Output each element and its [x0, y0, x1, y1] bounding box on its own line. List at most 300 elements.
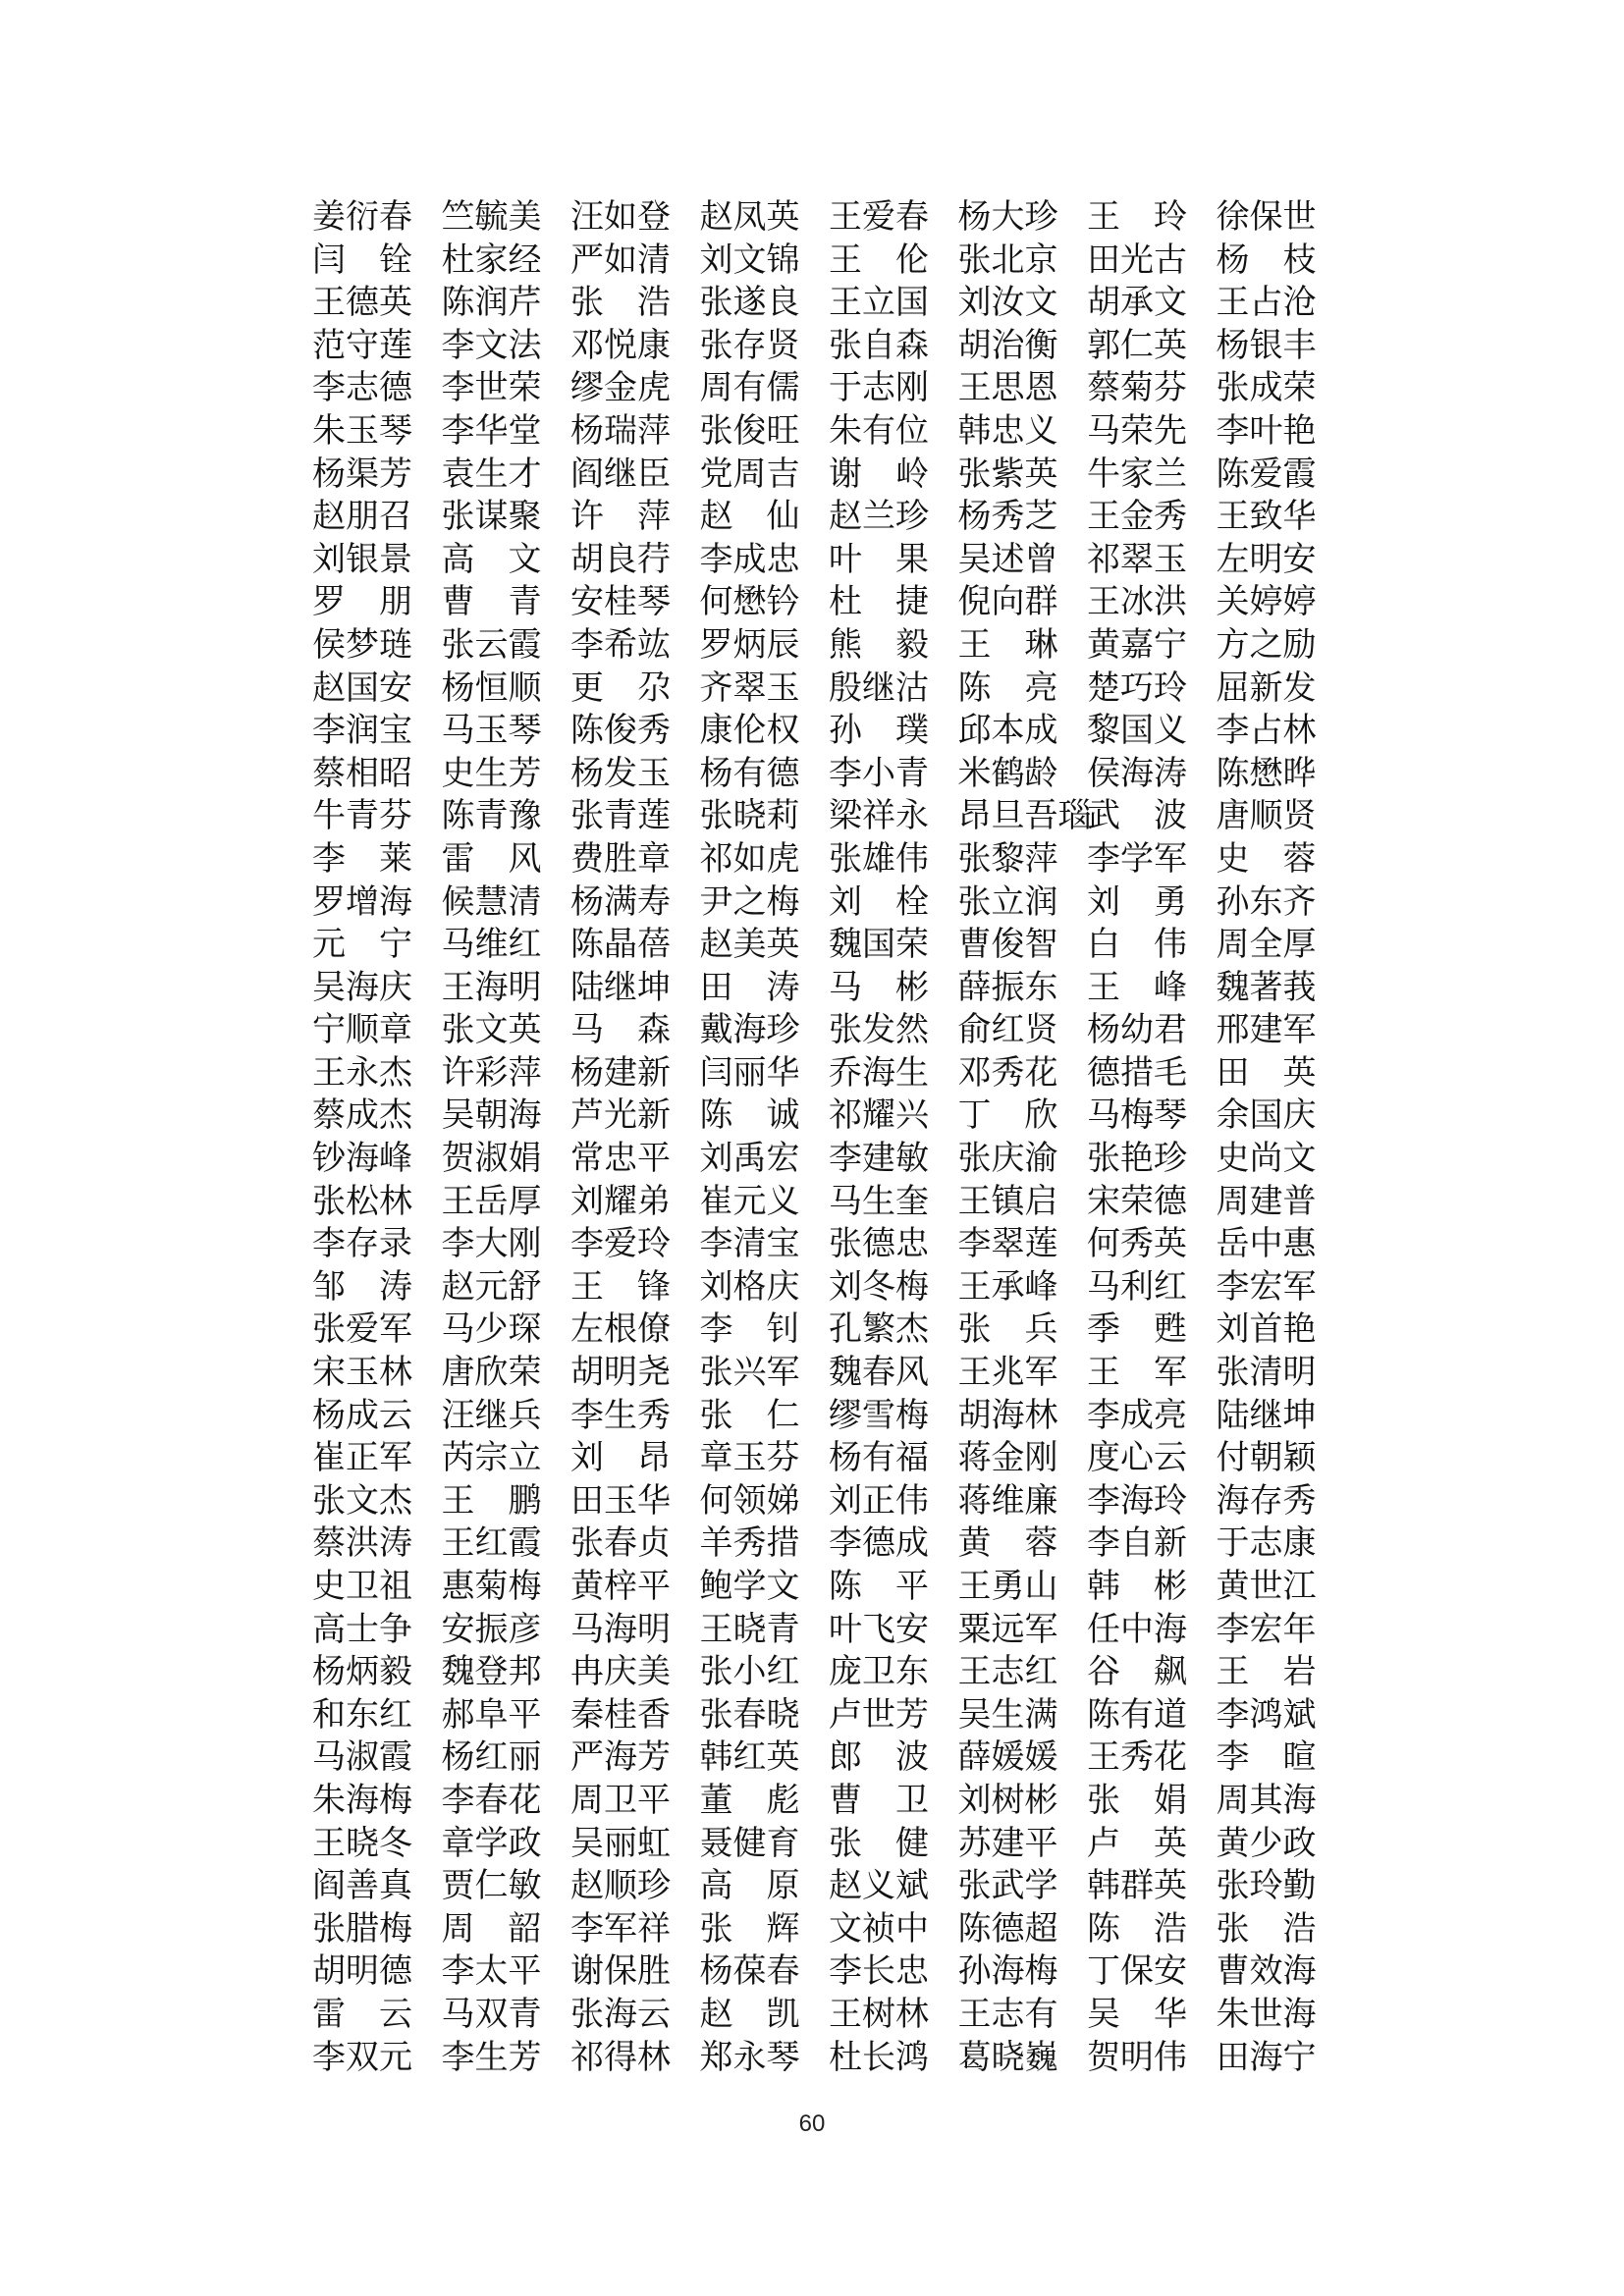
name-entry: 孙 璞 [829, 711, 929, 751]
name-entry: 张 紫 英 [957, 454, 1058, 494]
name-entry: 和 东 红 [312, 1694, 412, 1735]
name-entry: 李 世 荣 [441, 368, 542, 408]
name-entry: 张 浩 [570, 283, 671, 323]
name-entry: 唐 欣 荣 [441, 1353, 542, 1393]
name-entry: 于 志 刚 [829, 368, 929, 408]
name-entry: 李 钊 [699, 1309, 800, 1350]
name-entry: 徐 保 世 [1216, 197, 1317, 237]
name-entry: 赵 国 安 [312, 667, 412, 708]
name-entry: 杨 秀 芝 [957, 497, 1058, 537]
name-entry: 方 之 励 [1216, 624, 1317, 665]
name-entry: 张 晓 莉 [699, 796, 800, 836]
name-entry: 王 兆 军 [957, 1353, 1058, 1393]
name-entry: 刘 勇 [1087, 881, 1187, 922]
page-number: 60 [798, 2110, 826, 2137]
name-entry: 马 利 红 [1087, 1266, 1187, 1307]
name-entry: 章 学 政 [441, 1823, 542, 1863]
name-entry: 梁 祥 永 [829, 796, 929, 836]
name-entry: 张 兵 [957, 1309, 1058, 1350]
name-entry: 黄 嘉 宁 [1087, 624, 1187, 665]
name-entry: 张 谋 聚 [441, 497, 542, 537]
name-entry: 王 承 峰 [957, 1266, 1058, 1307]
name-entry: 陈 德 超 [957, 1908, 1058, 1949]
name-entry: 田 涛 [699, 967, 800, 1007]
name-entry: 张 青 莲 [570, 796, 671, 836]
name-entry: 黄 世 江 [1216, 1567, 1317, 1606]
name-entry: 季 甦 [1087, 1309, 1187, 1350]
name-entry: 祁 如 虎 [699, 838, 800, 879]
name-entry: 汪 如 登 [570, 197, 671, 237]
name-entry: 丁 保 安 [1087, 1951, 1187, 1992]
name-entry: 唐 顺 贤 [1216, 796, 1317, 836]
name-entry: 杜 家 经 [441, 240, 542, 280]
name-entry: 范 守 莲 [312, 325, 412, 365]
name-entry: 张 腊 梅 [312, 1908, 412, 1949]
name-entry: 王 占 沧 [1216, 283, 1317, 323]
name-entry: 张 玲 勤 [1216, 1866, 1317, 1906]
name-entry: 刘 耀 弟 [570, 1181, 671, 1221]
name-entry: 鲍 学 文 [699, 1567, 800, 1606]
name-entry: 左 根 僚 [570, 1309, 671, 1350]
name-entry: 常 忠 平 [570, 1139, 671, 1179]
name-entry: 吴 朝 海 [441, 1095, 542, 1136]
name-entry: 叶 飞 安 [829, 1609, 929, 1649]
name-entry: 赵 美 英 [699, 925, 800, 965]
name-entry: 岳 中 惠 [1216, 1224, 1317, 1264]
name-entry: 左 明 安 [1216, 539, 1317, 579]
name-entry: 李 长 忠 [829, 1951, 929, 1992]
name-entry: 刘 文 锦 [699, 240, 800, 280]
name-entry: 李 德 成 [829, 1523, 929, 1564]
name-entry: 杨 葆 春 [699, 1951, 800, 1992]
name-entry: 蒋 金 刚 [957, 1438, 1058, 1478]
name-entry: 李 文 法 [441, 325, 542, 365]
name-entry: 乔 海 生 [829, 1052, 929, 1093]
name-entry: 蔡 成 杰 [312, 1095, 412, 1136]
name-entry: 马 少 琛 [441, 1309, 542, 1350]
name-entry: 更 尕 [570, 667, 671, 708]
name-entry: 王 秀 花 [1087, 1737, 1187, 1778]
name-entry: 罗 朋 [312, 582, 412, 622]
name-entry: 雷 风 [441, 838, 542, 879]
name-entry: 赵 顺 珍 [570, 1866, 671, 1906]
name-entry: 郭 仁 英 [1087, 325, 1187, 365]
name-entry: 杨 发 玉 [570, 753, 671, 793]
name-entry: 邹 涛 [312, 1266, 412, 1307]
name-entry: 杨 有 德 [699, 753, 800, 793]
name-entry: 薛 振 东 [957, 967, 1058, 1007]
name-entry: 党 周 吉 [699, 454, 800, 494]
name-entry: 张 娟 [1087, 1780, 1187, 1820]
name-entry: 张 健 [829, 1823, 929, 1863]
name-entry: 周 韶 [441, 1908, 542, 1949]
name-entry: 王 红 霞 [441, 1523, 542, 1564]
name-entry: 张 武 学 [957, 1866, 1058, 1906]
name-entry: 楚 巧 玲 [1087, 667, 1187, 708]
name-entry: 杨 满 寿 [570, 881, 671, 922]
name-entry: 罗 炳 辰 [699, 624, 800, 665]
name-entry: 李 润 宝 [312, 711, 412, 751]
name-entry: 羊 秀 措 [699, 1523, 800, 1564]
name-entry: 牛 家 兰 [1087, 454, 1187, 494]
name-entry: 张 松 林 [312, 1181, 412, 1221]
name-entry: 竺 毓 美 [441, 197, 542, 237]
name-entry: 杨 枝 [1216, 240, 1317, 280]
name-entry: 闫 丽 华 [699, 1052, 800, 1093]
name-entry: 谢 保 胜 [570, 1951, 671, 1992]
name-entry: 张 俊 旺 [699, 410, 800, 451]
name-entry: 张 发 然 [829, 1010, 929, 1050]
name-entry: 刘 冬 梅 [829, 1266, 929, 1307]
name-entry: 曹 俊 智 [957, 925, 1058, 965]
name-entry: 蔡 相 昭 [312, 753, 412, 793]
name-entry: 刘 银 景 [312, 539, 412, 579]
name-entry: 赵 凯 [699, 1994, 800, 2034]
name-entry: 王 伦 [829, 240, 929, 280]
name-entry: 张 文 杰 [312, 1480, 412, 1521]
name-entry: 魏 著 莪 [1216, 967, 1317, 1007]
name-entry: 马 淑 霞 [312, 1737, 412, 1778]
name-entry: 殷 继 沽 [829, 667, 929, 708]
name-entry: 王 玲 [1087, 197, 1187, 237]
name-entry: 王 晓 冬 [312, 1823, 412, 1863]
name-entry: 李 叶 艳 [1216, 410, 1317, 451]
name-entry: 丁 欣 [957, 1095, 1058, 1136]
name-entry: 李 鸿 斌 [1216, 1694, 1317, 1735]
name-entry: 张 浩 [1216, 1908, 1317, 1949]
name-entry: 屈 新 发 [1216, 667, 1317, 708]
name-entry: 高 士 争 [312, 1609, 412, 1649]
name-entry: 张 立 润 [957, 881, 1058, 922]
name-entry: 陈 晶 蓓 [570, 925, 671, 965]
name-entry: 付 朝 颖 [1216, 1438, 1317, 1478]
name-entry: 高 原 [699, 1866, 800, 1906]
name-entry: 王 海 明 [441, 967, 542, 1007]
name-entry: 邱 本 成 [957, 711, 1058, 751]
name-entry: 卢 世 芳 [829, 1694, 929, 1735]
name-entry: 宋 荣 德 [1087, 1181, 1187, 1221]
name-entry: 王 晓 青 [699, 1609, 800, 1649]
name-entry: 王 岩 [1216, 1652, 1317, 1692]
name-entry: 陆 继 坤 [570, 967, 671, 1007]
name-entry: 侯 海 涛 [1087, 753, 1187, 793]
name-entry: 王 志 有 [957, 1994, 1058, 2034]
name-entry: 黄 梓 平 [570, 1567, 671, 1606]
name-entry: 粟 远 军 [957, 1609, 1058, 1649]
name-entry: 赵 朋 召 [312, 497, 412, 537]
name-entry: 何 秀 英 [1087, 1224, 1187, 1264]
name-entry: 李 小 青 [829, 753, 929, 793]
name-entry: 王 思 恩 [957, 368, 1058, 408]
name-entry: 崔 元 义 [699, 1181, 800, 1221]
name-entry: 陈 俊 秀 [570, 711, 671, 751]
name-entry: 刘 正 伟 [829, 1480, 929, 1521]
name-entry: 阎 继 臣 [570, 454, 671, 494]
name-entry: 李 清 宝 [699, 1224, 800, 1264]
name-entry: 孙 东 齐 [1216, 881, 1317, 922]
name-entry: 任 中 海 [1087, 1609, 1187, 1649]
name-entry: 张 春 晓 [699, 1694, 800, 1735]
name-entry: 周 有 儒 [699, 368, 800, 408]
name-entry: 刘 首 艳 [1216, 1309, 1317, 1350]
name-entry: 钞 海 峰 [312, 1139, 412, 1179]
name-entry: 郝 阜 平 [441, 1694, 542, 1735]
name-entry: 吴 丽 虹 [570, 1823, 671, 1863]
name-entry: 祁 耀 兴 [829, 1095, 929, 1136]
name-entry: 宋 玉 林 [312, 1353, 412, 1393]
name-entry: 张 清 明 [1216, 1353, 1317, 1393]
name-entry: 张 艳 珍 [1087, 1139, 1187, 1179]
name-entry: 黎 国 义 [1087, 711, 1187, 751]
name-entry: 杜 捷 [829, 582, 929, 622]
name-entry: 赵 凤 英 [699, 197, 800, 237]
name-entry: 许 彩 萍 [441, 1052, 542, 1093]
name-entry: 胡 海 林 [957, 1395, 1058, 1435]
name-entry: 田 光 古 [1087, 240, 1187, 280]
name-entry: 王 致 华 [1216, 497, 1317, 537]
name-entry: 张 北 京 [957, 240, 1058, 280]
name-entry: 余 国 庆 [1216, 1095, 1317, 1136]
name-entry: 李 自 新 [1087, 1523, 1187, 1564]
name-entry: 祁 得 林 [570, 2037, 671, 2077]
name-entry: 胡 明 德 [312, 1951, 412, 1992]
name-entry: 杨 红 丽 [441, 1737, 542, 1778]
name-entry: 李 爱 玲 [570, 1224, 671, 1264]
name-entry: 魏 春 风 [829, 1353, 929, 1393]
name-entry: 张 德 忠 [829, 1224, 929, 1264]
name-entry: 聂 健 育 [699, 1823, 800, 1863]
name-entry: 度 心 云 [1087, 1438, 1187, 1478]
name-entry: 马 荣 先 [1087, 410, 1187, 451]
name-entry: 芮 宗 立 [441, 1438, 542, 1478]
name-entry: 韩 忠 义 [957, 410, 1058, 451]
name-entry: 冉 庆 美 [570, 1652, 671, 1692]
name-entry: 汪 继 兵 [441, 1395, 542, 1435]
name-entry: 李 学 军 [1087, 838, 1187, 879]
name-entry: 蒋 维 廉 [957, 1480, 1058, 1521]
name-entry: 马 玉 琴 [441, 711, 542, 751]
name-entry: 马 森 [570, 1010, 671, 1050]
name-entry: 熊 毅 [829, 624, 929, 665]
name-entry: 马 梅 琴 [1087, 1095, 1187, 1136]
name-entry: 缪 金 虎 [570, 368, 671, 408]
name-entry: 田 玉 华 [570, 1480, 671, 1521]
name-entry: 马 海 明 [570, 1609, 671, 1649]
name-entry: 张 辉 [699, 1908, 800, 1949]
name-entry: 李 暄 [1216, 1737, 1317, 1778]
name-entry: 李 生 秀 [570, 1395, 671, 1435]
name-entry: 杜 长 鸿 [829, 2037, 929, 2077]
name-entry: 谢 岭 [829, 454, 929, 494]
name-entry: 姜 衍 春 [312, 197, 412, 237]
name-entry: 周 全 厚 [1216, 925, 1317, 965]
name-entry: 张 云 霞 [441, 624, 542, 665]
name-entry: 张 仁 [699, 1395, 800, 1435]
name-entry: 张 遂 良 [699, 283, 800, 323]
name-entry: 赵 元 舒 [441, 1266, 542, 1307]
name-entry: 曹 青 [441, 582, 542, 622]
name-entry: 文 祯 中 [829, 1908, 929, 1949]
name-entry: 宁 顺 章 [312, 1010, 412, 1050]
name-entry: 康 伦 权 [699, 711, 800, 751]
name-entry: 何 领 娣 [699, 1480, 800, 1521]
name-entry: 蔡 菊 芬 [1087, 368, 1187, 408]
name-entry: 邓 悦 康 [570, 325, 671, 365]
name-entry: 朱 有 位 [829, 410, 929, 451]
name-entry: 马 双 青 [441, 1994, 542, 2034]
name-entry: 吴 述 曾 [957, 539, 1058, 579]
name-entry: 胡 治 衡 [957, 325, 1058, 365]
name-entry: 刘 格 庆 [699, 1266, 800, 1307]
name-entry: 李 希 竑 [570, 624, 671, 665]
name-entry: 王 金 秀 [1087, 497, 1187, 537]
name-entry: 刘 树 彬 [957, 1780, 1058, 1820]
name-entry: 李 莱 [312, 838, 412, 879]
name-entry: 王 峰 [1087, 967, 1187, 1007]
name-entry: 缪 雪 梅 [829, 1395, 929, 1435]
name-entry: 王 鹏 [441, 1480, 542, 1521]
name-entry: 吴 华 [1087, 1994, 1187, 2034]
name-entry: 史 尚 文 [1216, 1139, 1317, 1179]
name-entry: 张 小 红 [699, 1652, 800, 1692]
name-entry: 吴 海 庆 [312, 967, 412, 1007]
name-entry: 王 锋 [570, 1266, 671, 1307]
name-entry: 严 海 芳 [570, 1737, 671, 1778]
name-entry: 王 永 杰 [312, 1052, 412, 1093]
name-entry: 韩 红 英 [699, 1737, 800, 1778]
name-entry: 张 海 云 [570, 1994, 671, 2034]
name-entry: 魏 国 荣 [829, 925, 929, 965]
name-entry: 王 冰 洪 [1087, 582, 1187, 622]
name-entry: 杨 恒 顺 [441, 667, 542, 708]
name-entry: 杨 大 珍 [957, 197, 1058, 237]
name-entry: 刘 禹 宏 [699, 1139, 800, 1179]
name-entry: 陈 浩 [1087, 1908, 1187, 1949]
name-entry: 张 爱 军 [312, 1309, 412, 1350]
name-entry: 朱 海 梅 [312, 1780, 412, 1820]
name-entry: 罗 增 海 [312, 881, 412, 922]
name-entry: 孙 海 梅 [957, 1951, 1058, 1992]
name-entry: 王 琳 [957, 624, 1058, 665]
name-entry: 周 建 普 [1216, 1181, 1317, 1221]
name-entry: 胡 承 文 [1087, 283, 1187, 323]
name-entry: 张 自 森 [829, 325, 929, 365]
name-entry: 张 兴 军 [699, 1353, 800, 1393]
name-entry: 许 萍 [570, 497, 671, 537]
name-entry: 张 文 英 [441, 1010, 542, 1050]
name-entry: 杨 成 云 [312, 1395, 412, 1435]
name-entry: 李 占 林 [1216, 711, 1317, 751]
name-entry: 赵 仙 [699, 497, 800, 537]
name-entry: 陈 亮 [957, 667, 1058, 708]
name-entry: 魏 登 邦 [441, 1652, 542, 1692]
name-entry: 葛 晓 巍 [957, 2037, 1058, 2077]
name-entry: 海 存 秀 [1216, 1480, 1317, 1521]
name-entry: 元 宁 [312, 925, 412, 965]
name-entry: 吴 生 满 [957, 1694, 1058, 1735]
name-entry: 李 大 刚 [441, 1224, 542, 1264]
name-entry: 郑 永 琴 [699, 2037, 800, 2077]
name-entry: 章 玉 芬 [699, 1438, 800, 1478]
name-entry: 陈 平 [829, 1567, 929, 1606]
name-entry: 张 存 贤 [699, 325, 800, 365]
name-entry: 费 胜 章 [570, 838, 671, 879]
name-entry: 崔 正 军 [312, 1438, 412, 1478]
name-entry: 张 雄 伟 [829, 838, 929, 879]
name-entry: 陆 继 坤 [1216, 1395, 1317, 1435]
name-entry: 牛 青 芬 [312, 796, 412, 836]
name-entry: 李 成 忠 [699, 539, 800, 579]
name-entry: 陈 青 豫 [441, 796, 542, 836]
name-entry: 倪 向 群 [957, 582, 1058, 622]
name-entry: 朱 玉 琴 [312, 410, 412, 451]
name-entry: 李 太 平 [441, 1951, 542, 1992]
name-list [312, 196, 1345, 2079]
name-entry: 田 英 [1216, 1052, 1317, 1093]
name-entry: 贺 淑 娟 [441, 1139, 542, 1179]
name-entry: 谷 飙 [1087, 1652, 1187, 1692]
name-entry: 关 婷 婷 [1216, 582, 1317, 622]
name-entry: 张 成 荣 [1216, 368, 1317, 408]
name-entry: 史 生 芳 [441, 753, 542, 793]
name-entry: 卢 英 [1087, 1823, 1187, 1863]
name-entry: 杨 幼 君 [1087, 1010, 1187, 1050]
name-entry: 安 桂 琴 [570, 582, 671, 622]
name-entry: 李 军 祥 [570, 1908, 671, 1949]
name-entry: 周 其 海 [1216, 1780, 1317, 1820]
name-entry: 邢 建 军 [1216, 1010, 1317, 1050]
name-entry: 杨 渠 芳 [312, 454, 412, 494]
name-entry: 李 生 芳 [441, 2037, 542, 2077]
name-entry: 武 波 [1087, 796, 1187, 836]
name-entry: 惠 菊 梅 [441, 1567, 542, 1606]
name-entry: 侯 梦 琏 [312, 624, 412, 665]
name-entry: 邓 秀 花 [957, 1052, 1058, 1093]
name-entry: 刘 汝 文 [957, 283, 1058, 323]
name-entry: 德 措 毛 [1087, 1052, 1187, 1093]
name-entry: 杨 有 福 [829, 1438, 929, 1478]
name-entry: 王 立 国 [829, 283, 929, 323]
name-entry: 芦 光 新 [570, 1095, 671, 1136]
name-entry: 李 华 堂 [441, 410, 542, 451]
name-entry: 陈 懋 晔 [1216, 753, 1317, 793]
name-entry: 马 维 红 [441, 925, 542, 965]
name-entry: 蔡 洪 涛 [312, 1523, 412, 1564]
name-entry: 李 建 敏 [829, 1139, 929, 1179]
name-entry: 马 生 奎 [829, 1181, 929, 1221]
name-entry: 孔 繁 杰 [829, 1309, 929, 1350]
name-entry: 张 春 贞 [570, 1523, 671, 1564]
name-entry: 庞 卫 东 [829, 1652, 929, 1692]
name-entry: 曹 卫 [829, 1780, 929, 1820]
name-entry: 董 彪 [699, 1780, 800, 1820]
name-entry: 李 双 元 [312, 2037, 412, 2077]
name-entry: 张 黎 萍 [957, 838, 1058, 879]
name-entry: 阎 善 真 [312, 1866, 412, 1906]
name-entry: 高 文 [441, 539, 542, 579]
name-entry: 赵 义 斌 [829, 1866, 929, 1906]
name-entry: 祁 翠 玉 [1087, 539, 1187, 579]
name-entry: 薛 媛 媛 [957, 1737, 1058, 1778]
name-entry: 李 宏 军 [1216, 1266, 1317, 1307]
name-entry: 王 勇 山 [957, 1567, 1058, 1606]
name-entry: 韩 群 英 [1087, 1866, 1187, 1906]
name-entry: 齐 翠 玉 [699, 667, 800, 708]
name-entry: 刘 昂 [570, 1438, 671, 1478]
name-entry: 白 伟 [1087, 925, 1187, 965]
name-entry: 杨 炳 毅 [312, 1652, 412, 1692]
name-entry: 米 鹤 龄 [957, 753, 1058, 793]
